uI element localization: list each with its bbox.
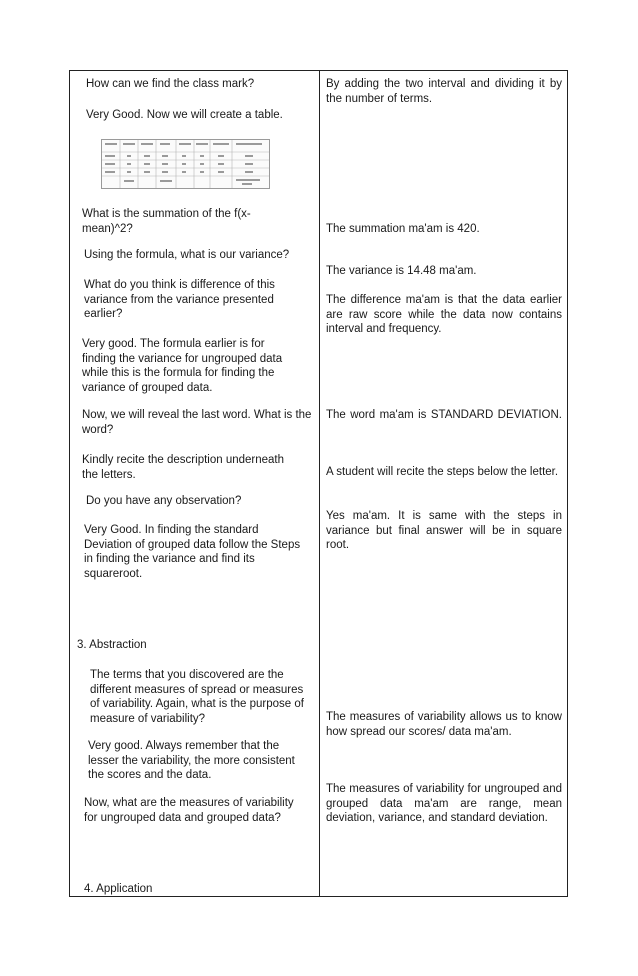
question-summation: What is the summation of the f(x-mean)^2? [82, 208, 251, 235]
answer-recite: A student will recite the steps below the letter. [326, 466, 559, 478]
answer-measures: The measures of variability for ungrouped and grouped data ma'am are range, mean deviation, variance, and standard deviation. [326, 783, 562, 824]
abstraction-heading: 3. Abstraction [77, 639, 147, 651]
answer-summation: The summation ma'am is 420. [326, 223, 480, 235]
answer-difference: The difference ma'am is that the data earlier are raw score while the data now contains interval and frequency. [326, 294, 562, 335]
reveal-word-text: Now, we will reveal the last word. What is the word? [82, 409, 312, 436]
create-table-text: Very Good. Now we will create a table. [86, 109, 283, 121]
answer-purpose: The measures of variability allows us to know how spread our scores/ data ma'am. [326, 711, 562, 738]
question-measures: Now, what are the measures of variability for ungrouped data and grouped data? [84, 797, 294, 824]
question-difference: What do you think is difference of this variance from the variance presented earlier? [84, 279, 275, 320]
application-heading: 4. Application [84, 883, 153, 895]
frequency-table-image [101, 139, 270, 189]
question-class-mark: How can we find the class mark? [86, 78, 255, 90]
question-variance: Using the formula, what is our variance? [84, 249, 290, 261]
question-observation: Do you have any observation? [86, 495, 242, 507]
answer-class-mark: By adding the two interval and dividing it by the number of terms. [326, 78, 562, 105]
remember-note: Very good. Always remember that the lesser the variability, the more consistent the scores and the data. [88, 740, 295, 781]
formula-note: Very good. The formula earlier is for finding the variance for ungrouped data while this is the formula for finding the variance of grouped data. [82, 338, 283, 394]
column-divider [319, 71, 320, 896]
recite-instruction: Kindly recite the description underneath the letters. [82, 454, 285, 481]
answer-observation: Yes ma'am. It is same with the steps in variance but final answer will be in square root. [326, 510, 562, 551]
terms-discovered-text: The terms that you discovered are the different measures of spread or measures of variability. Again, what is the purpose of measure of variability? [90, 669, 304, 725]
answer-variance: The variance is 14.48 ma'am. [326, 265, 477, 277]
lesson-plan-table [69, 70, 568, 897]
answer-word: The word ma'am is STANDARD DEVIATION. [326, 409, 562, 421]
standard-deviation-note: Very Good. In finding the standard Deviation of grouped data follow the Steps in finding the variance and find its squareroot. [84, 524, 301, 580]
